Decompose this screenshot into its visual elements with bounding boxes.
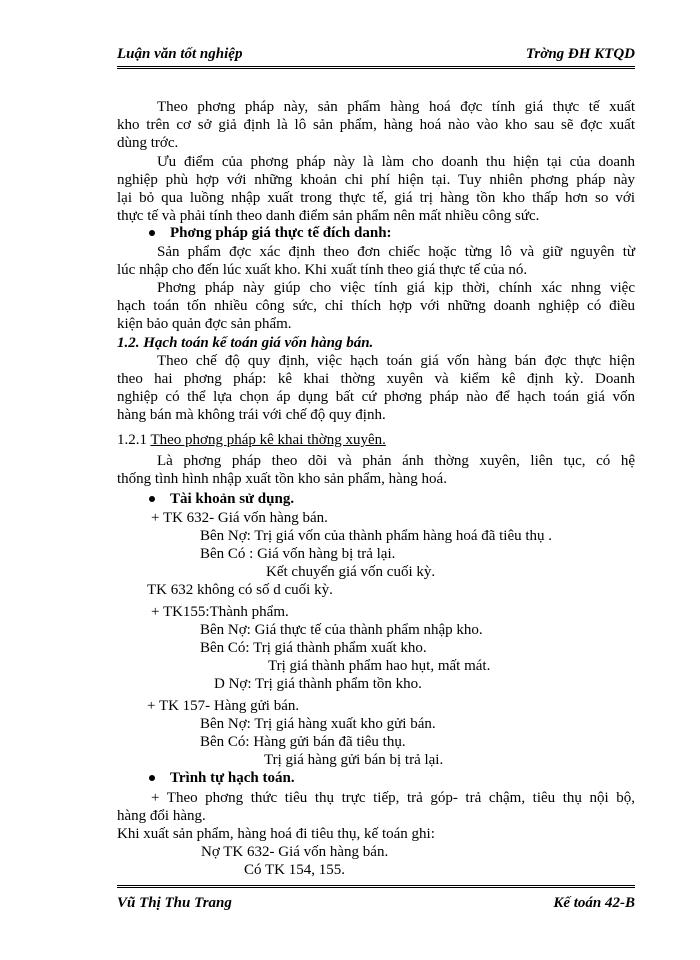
account-line: Bên Nợ: Trị giá hàng xuất kho gửi bán. [200, 716, 436, 732]
account-line: Bên Có : Giá vốn hàng bị trả lại. [200, 546, 396, 562]
entry-line: Có TK 154, 155. [244, 862, 345, 878]
bullet-icon [149, 230, 155, 236]
account-line: + TK 157- Hàng gửi bán. [147, 698, 300, 714]
footer-class: Kế toán 42-B [553, 895, 635, 911]
paragraph-line: + Theo phơng thức tiêu thụ trực tiếp, trả góp- trả chậm, tiêu thụ nội bộ, [151, 790, 635, 806]
account-line: Trị giá thành phẩm hao hụt, mất mát. [268, 658, 491, 674]
account-line: TK 632 không có số d cuối kỳ. [147, 582, 333, 598]
account-line: Kết chuyển giá vốn cuối kỳ. [266, 564, 436, 580]
page-footer [117, 895, 635, 917]
paragraph-line: Khi xuất sản phẩm, hàng hoá đi tiêu thụ, kế toán ghi: [117, 826, 435, 842]
account-line: D Nợ: Trị giá thành phẩm tồn kho. [214, 676, 422, 692]
paragraph-line: dùng trớc. [117, 135, 179, 151]
footer-author: Vũ Thị Thu Trang [117, 895, 232, 911]
paragraph-line: hạch toán tốn nhiều công sức, chỉ thích hợp với những doanh nghiệp có điều [117, 298, 635, 314]
paragraph-line: hàng đổi hàng. [117, 808, 206, 824]
paragraph-line: kho trên cơ sở giả định là lô sản phẩm, hàng hoá nào vào kho sau sẽ đợc xuất [117, 117, 635, 133]
paragraph-line: Theo chế độ quy định, việc hạch toán giá vốn hàng bán đợc thực hiện [157, 353, 635, 369]
header-thesis-title: Luận văn tốt nghiệp [117, 46, 243, 62]
section-title: Theo phơng pháp kê khai thờng xuyên. [150, 432, 386, 448]
section-heading-1-2: 1.2. Hạch toán kế toán giá vốn hàng bán. [117, 335, 374, 351]
paragraph-line: Theo phơng pháp này, sản phẩm hàng hoá đợc tính giá thực tế xuất [157, 99, 635, 115]
paragraph-line: Sản phẩm đợc xác định theo đơn chiếc hoặc từng lô và giữ nguyên từ [157, 244, 635, 260]
paragraph-line: Là phơng pháp theo dõi và phản ánh thờng xuyên, liên tục, có hệ [157, 453, 635, 469]
bullet-heading: Trình tự hạch toán. [170, 770, 295, 786]
paragraph-line: kiện bảo quản đợc sản phẩm. [117, 316, 292, 332]
footer-rule [117, 885, 635, 888]
header-university: Trờng ĐH KTQD [525, 46, 635, 62]
paragraph-line: lại bỏ qua luồng nhập xuất trong thực tế, giá trị hàng tồn kho thấp hơn so với [117, 190, 635, 206]
paragraph-line: nghiệp có thể lựa chọn áp dụng bất cứ phơng pháp nào để hạch toán giá vốn [117, 389, 635, 405]
section-number: 1.2.1 [117, 432, 151, 448]
bullet-heading: Phơng pháp giá thực tế đích danh: [170, 225, 392, 241]
paragraph-line: hàng bán mà không trái với chế độ quy định. [117, 407, 386, 423]
account-line: Bên Nợ: Trị giá vốn của thành phẩm hàng hoá đã tiêu thụ . [200, 528, 553, 544]
paragraph-line: lúc nhập cho đến lúc xuất kho. Khi xuất tính theo giá thực tế của nó. [117, 262, 528, 278]
account-line: Bên Có: Hàng gửi bán đã tiêu thụ. [200, 734, 406, 750]
account-line: Bên Nợ: Giá thực tế của thành phẩm nhập kho. [200, 622, 483, 638]
paragraph-line: thực tế và phải tính theo danh điểm sản phẩm nên mất nhiều công sức. [117, 208, 540, 224]
bullet-icon [149, 775, 155, 781]
section-heading-1-2-1 [117, 431, 386, 449]
paragraph-line: Phơng pháp này giúp cho việc tính giá kịp thời, chính xác nhng việc [157, 280, 635, 296]
header-rule [117, 66, 635, 69]
entry-line: Nợ TK 632- Giá vốn hàng bán. [201, 844, 389, 860]
page-header [117, 46, 635, 68]
paragraph-line: theo hai phơng pháp: kê khai thờng xuyên và kiểm kê định kỳ. Doanh [117, 371, 635, 387]
paragraph-line: nghiệp phù hợp với những khoản chi phí hiện tại. Tuy nhiên phơng pháp này [117, 172, 635, 188]
account-line: Bên Có: Trị giá thành phẩm xuất kho. [200, 640, 427, 656]
paragraph-line: Ưu điểm của phơng pháp này là làm cho doanh thu hiện tại của doanh [157, 154, 635, 170]
bullet-heading: Tài khoản sử dụng. [170, 491, 295, 507]
bullet-icon [149, 496, 155, 502]
account-line: + TK155:Thành phẩm. [151, 604, 289, 620]
account-line: + TK 632- Giá vốn hàng bán. [151, 510, 328, 526]
account-line: Trị giá hàng gửi bán bị trả lại. [264, 752, 444, 768]
paragraph-line: thống tình hình nhập xuất tồn kho sản phẩm, hàng hoá. [117, 471, 447, 487]
